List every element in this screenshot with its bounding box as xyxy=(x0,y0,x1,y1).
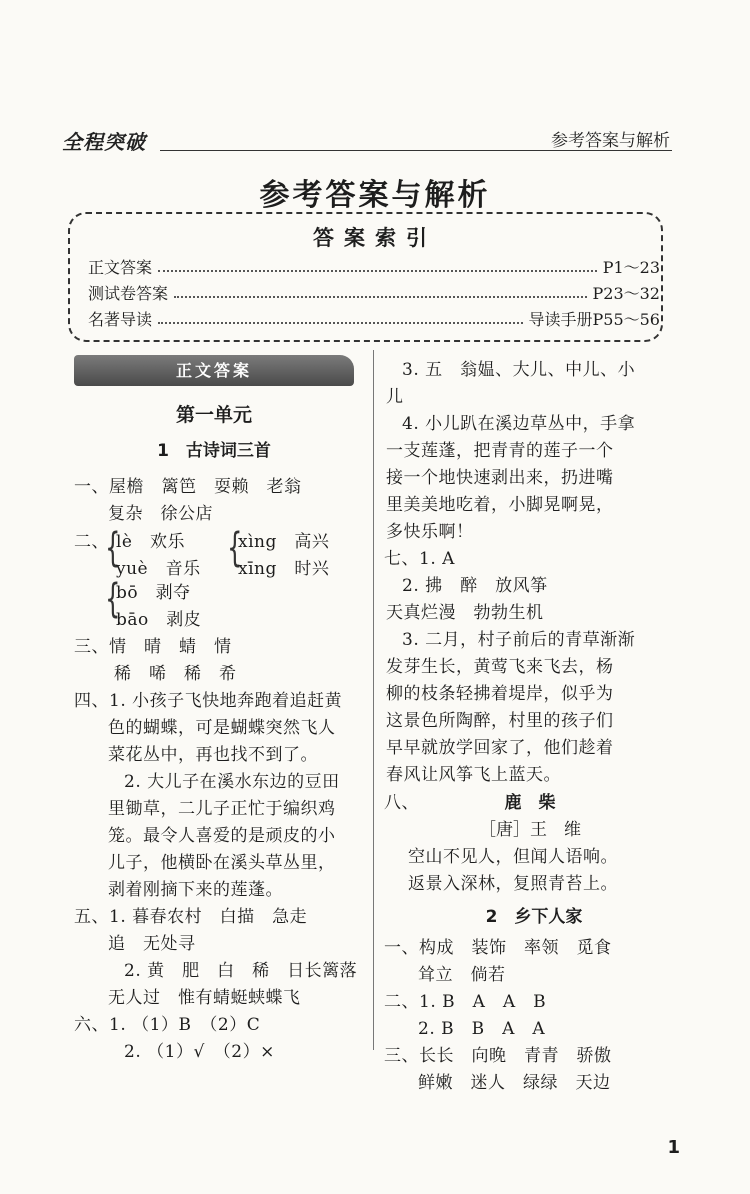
lesson-title: 2 乡下人家 xyxy=(485,907,583,927)
answer-line: 多快乐啊！ xyxy=(386,522,474,542)
index-row xyxy=(88,306,660,330)
index-row-page: 导读手册P55～56 xyxy=(528,310,660,329)
answer-line: 这景色所陶醉，村里的孩子们 xyxy=(386,711,614,731)
answer-line: 六、1. （1）B （2）C xyxy=(74,1015,261,1035)
answer-line: 2. B B A A xyxy=(418,1019,546,1039)
answer-line: 早早就放学回家了，他们趁着 xyxy=(386,738,614,758)
answer-line: 二、1. B A A B xyxy=(384,992,547,1012)
answer-line: 4. 小儿趴在溪边草丛中，手拿 xyxy=(402,414,636,434)
pinyin-entry: xīng 时兴 xyxy=(238,559,330,579)
pinyin-entry: xìng 高兴 xyxy=(238,532,330,552)
answer-line: 一、屋檐 篱笆 耍赖 老翁 xyxy=(74,477,302,497)
answer-line: 2. 拂 醉 放风筝 xyxy=(402,576,548,596)
answer-line: 耸立 倘若 xyxy=(418,965,506,985)
brace-icon: { xyxy=(105,525,121,571)
answer-line: 五、1. 暮春农村 白描 急走 xyxy=(74,907,308,927)
poem-author: ［唐］王 维 xyxy=(479,820,581,840)
answer-line: 春风让风筝飞上蓝天。 xyxy=(386,765,561,785)
index-row-label: 测试卷答案 xyxy=(88,284,169,303)
brand-logo: 全程突破 xyxy=(62,130,146,154)
answer-line: 柳的枝条轻拂着堤岸，似乎为 xyxy=(386,684,614,704)
answer-line: 天真烂漫 勃勃生机 xyxy=(386,603,544,623)
index-row-page: P23～32 xyxy=(592,284,660,303)
answer-line: 三、长长 向晚 青青 骄傲 xyxy=(384,1046,612,1066)
question-label: 二、 xyxy=(74,532,109,552)
poem-line: 空山不见人，但闻人语响。 xyxy=(408,847,618,867)
answer-line: 儿子，他横卧在溪头草丛里， xyxy=(108,853,336,873)
answer-line: 儿 xyxy=(386,387,404,407)
pinyin-entry: lè 欢乐 xyxy=(116,532,185,552)
answer-line: 复杂 徐公店 xyxy=(108,504,213,524)
pinyin-entry: bō 剥夺 xyxy=(116,583,191,603)
answer-line: 里锄草，二儿子正忙于编织鸡 xyxy=(108,799,336,819)
index-row-page: P1～23 xyxy=(602,258,660,277)
answer-line: 里美美地吃着，小脚晃啊晃， xyxy=(386,495,614,515)
page-title: 参考答案与解析 xyxy=(259,178,491,213)
running-header: 参考答案与解析 xyxy=(551,131,670,151)
section-tab: 正文答案 xyxy=(74,355,354,386)
answer-line: 剥着刚摘下来的莲蓬。 xyxy=(108,880,283,900)
index-title: 答案索引 xyxy=(313,225,437,250)
index-row-label: 正文答案 xyxy=(88,258,153,277)
index-leader-dots xyxy=(158,322,522,324)
answer-line: 3. 五 翁媪、大儿、中儿、小 xyxy=(402,360,636,380)
answer-line: 三、情 晴 蜻 情 xyxy=(74,637,232,657)
answer-line: 2. 黄 肥 白 稀 日长篱落 xyxy=(124,961,358,981)
answer-line: 追 无处寻 xyxy=(108,934,196,954)
brace-icon: { xyxy=(227,525,243,571)
answer-line: 菜花丛中，再也找不到了。 xyxy=(108,745,318,765)
answer-line: 一支莲蓬，把青青的莲子一个 xyxy=(386,441,614,461)
index-leader-dots xyxy=(158,270,597,272)
answer-line: 色的蝴蝶，可是蝴蝶突然飞人 xyxy=(108,718,336,738)
answer-line: 无人过 惟有蜻蜓蛱蝶飞 xyxy=(108,988,301,1008)
header-rule xyxy=(160,150,672,151)
answer-line: 3. 二月，村子前后的青草渐渐 xyxy=(402,630,636,650)
answer-line: 七、1. A xyxy=(384,549,455,569)
answer-line: 一、构成 装饰 率领 觅食 xyxy=(384,938,612,958)
answer-line: 稀 唏 稀 希 xyxy=(114,664,237,684)
question-label: 八、 xyxy=(384,793,419,813)
poem-title: 鹿 柴 xyxy=(504,793,556,813)
pinyin-entry: yuè 音乐 xyxy=(116,559,201,579)
index-row xyxy=(88,254,660,278)
answer-line: 鲜嫩 迷人 绿绿 天边 xyxy=(418,1073,611,1093)
poem-line: 返景入深林，复照青苔上。 xyxy=(408,874,618,894)
answer-line: 接一个地快速剥出来，扔进嘴 xyxy=(386,468,614,488)
answer-line: 2. 大儿子在溪水东边的豆田 xyxy=(124,772,340,792)
pinyin-entry: bāo 剥皮 xyxy=(116,610,202,630)
page-number: 1 xyxy=(667,1137,680,1158)
answer-line: 四、1. 小孩子飞快地奔跑着追赶黄 xyxy=(74,691,343,711)
answer-line: 笼。最令人喜爱的是顽皮的小 xyxy=(108,826,336,846)
index-leader-dots xyxy=(174,296,586,298)
answer-line: 2. （1）√ （2）× xyxy=(124,1042,275,1062)
index-row xyxy=(88,280,660,304)
unit-title: 第一单元 xyxy=(175,404,252,426)
brace-icon: { xyxy=(105,576,121,622)
column-divider xyxy=(373,350,374,1050)
lesson-title: 1 古诗词三首 xyxy=(157,441,271,461)
answer-line: 发芽生长，黄莺飞来飞去，杨 xyxy=(386,657,614,677)
index-row-label: 名著导读 xyxy=(88,310,153,329)
